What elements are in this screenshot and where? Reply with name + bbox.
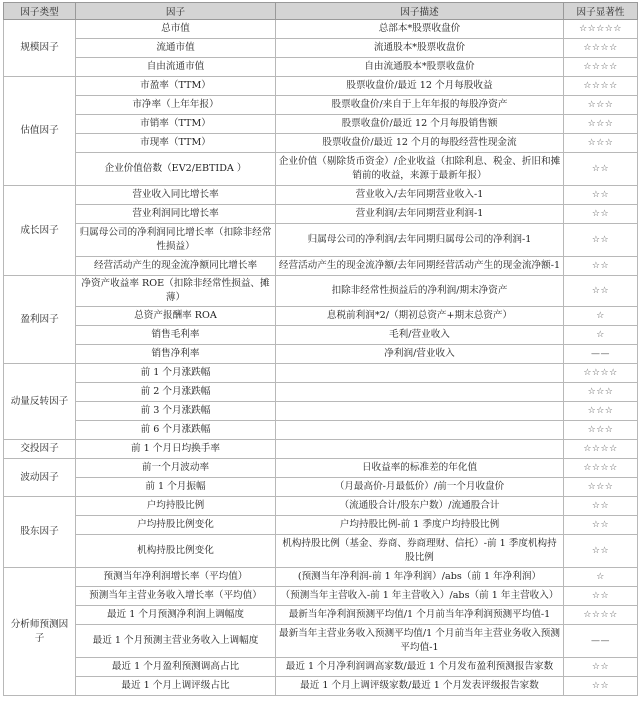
table-row (4, 58, 638, 77)
factor-cell: 销售毛利率 (76, 326, 276, 345)
table-row (4, 677, 638, 696)
category-cell: 成长因子 (4, 186, 76, 276)
significance-cell: ☆☆☆☆ (564, 77, 638, 96)
factor-cell: 前 1 个月振幅 (76, 478, 276, 497)
table-body (4, 20, 638, 696)
table-row (4, 77, 638, 96)
table-row (4, 587, 638, 606)
factor-cell: 归属母公司的净利润同比增长率（扣除非经常性损益） (76, 224, 276, 257)
factor-cell: 户均持股比例 (76, 497, 276, 516)
header-significance: 因子显著性 (564, 3, 638, 20)
description-cell: （预测当年主营收入-前 1 年主营收入）/abs（前 1 年主营收入） (276, 587, 564, 606)
significance-cell: ☆☆☆☆ (564, 606, 638, 625)
significance-cell: ☆☆ (564, 535, 638, 568)
factor-cell: 市净率（上年年报） (76, 96, 276, 115)
description-cell: 经营活动产生的现金流净额/去年同期经营活动产生的现金流净额-1 (276, 257, 564, 276)
significance-cell: ☆☆☆ (564, 115, 638, 134)
table-row (4, 134, 638, 153)
description-cell: 自由流通股本*股票收盘价 (276, 58, 564, 77)
significance-cell: ☆☆ (564, 497, 638, 516)
table-row (4, 568, 638, 587)
significance-cell: ☆☆☆ (564, 383, 638, 402)
table-row (4, 115, 638, 134)
description-cell: 股票收盘价/最近 12 个月每股收益 (276, 77, 564, 96)
description-cell: 扣除非经常性损益后的净利润/期末净资产 (276, 276, 564, 307)
significance-cell: ☆☆ (564, 658, 638, 677)
significance-cell: ☆☆ (564, 224, 638, 257)
table-row (4, 96, 638, 115)
factor-table (3, 2, 638, 696)
category-cell: 股东因子 (4, 497, 76, 568)
factor-cell: 机构持股比例变化 (76, 535, 276, 568)
description-cell: 毛利/营业收入 (276, 326, 564, 345)
table-row (4, 402, 638, 421)
significance-cell: ☆☆☆☆ (564, 58, 638, 77)
header-category: 因子类型 (4, 3, 76, 20)
factor-cell: 营业收入同比增长率 (76, 186, 276, 205)
description-cell (276, 402, 564, 421)
significance-cell: ☆☆☆ (564, 421, 638, 440)
factor-cell: 户均持股比例变化 (76, 516, 276, 535)
factor-cell: 最近 1 个月预测主营业务收入上调幅度 (76, 625, 276, 658)
category-cell: 盈利因子 (4, 276, 76, 364)
significance-cell: ☆☆☆ (564, 96, 638, 115)
table-row (4, 658, 638, 677)
factor-cell: 自由流通市值 (76, 58, 276, 77)
description-cell: 股票收盘价/最近 12 个月的每股经营性现金流 (276, 134, 564, 153)
table-row (4, 276, 638, 307)
significance-cell: ☆☆ (564, 677, 638, 696)
factor-cell: 最近 1 个月上调评级占比 (76, 677, 276, 696)
factor-cell: 市盈率（TTM） (76, 77, 276, 96)
table-row (4, 224, 638, 257)
description-cell: 净利润/营业收入 (276, 345, 564, 364)
description-cell: 营业收入/去年同期营业收入-1 (276, 186, 564, 205)
factor-cell: 净资产收益率 ROE（扣除非经常性损益、摊薄） (76, 276, 276, 307)
description-cell: 股票收盘价/来自于上年年报的每股净资产 (276, 96, 564, 115)
table-row (4, 326, 638, 345)
significance-cell: ☆☆ (564, 205, 638, 224)
factor-cell: 市现率（TTM） (76, 134, 276, 153)
table-row (4, 345, 638, 364)
category-cell: 规模因子 (4, 20, 76, 77)
category-cell: 估值因子 (4, 77, 76, 186)
table-row (4, 364, 638, 383)
table-row (4, 307, 638, 326)
table-row (4, 497, 638, 516)
description-cell (276, 440, 564, 459)
category-cell: 分析师预测因子 (4, 568, 76, 696)
description-cell: (预测当年净利润-前 1 年净利润）/abs（前 1 年净利润） (276, 568, 564, 587)
factor-cell: 总市值 (76, 20, 276, 39)
factor-cell: 前 1 个月日均换手率 (76, 440, 276, 459)
description-cell: （月最高价-月最低价）/前一个月收盘价 (276, 478, 564, 497)
description-cell: 最新当年主营业务收入预测平均值/1 个月前当年主营业务收入预测平均值-1 (276, 625, 564, 658)
significance-cell: ☆ (564, 326, 638, 345)
description-cell: 机构持股比例（基金、券商、券商理财、信托）-前 1 季度机构持股比例 (276, 535, 564, 568)
significance-cell: ☆☆ (564, 516, 638, 535)
table-row (4, 459, 638, 478)
significance-cell: ☆☆☆☆ (564, 39, 638, 58)
description-cell: 总部本*股票收盘价 (276, 20, 564, 39)
significance-cell: ☆☆ (564, 257, 638, 276)
table-row (4, 153, 638, 186)
description-cell: 最新当年净利润预测平均值/1 个月前当年净利润预测平均值-1 (276, 606, 564, 625)
significance-cell: ☆☆☆ (564, 402, 638, 421)
table-row (4, 606, 638, 625)
header-description: 因子描述 (276, 3, 564, 20)
table-row (4, 440, 638, 459)
table-row (4, 625, 638, 658)
factor-cell: 前 2 个月涨跌幅 (76, 383, 276, 402)
factor-cell: 经营活动产生的现金流净额同比增长率 (76, 257, 276, 276)
table-row (4, 39, 638, 58)
significance-cell: ☆ (564, 568, 638, 587)
description-cell (276, 421, 564, 440)
category-cell: 交投因子 (4, 440, 76, 459)
significance-cell: —— (564, 625, 638, 658)
table-row (4, 535, 638, 568)
description-cell: 股票收盘价/最近 12 个月每股销售额 (276, 115, 564, 134)
significance-cell: ☆☆ (564, 276, 638, 307)
factor-cell: 前 1 个月涨跌幅 (76, 364, 276, 383)
table-row (4, 383, 638, 402)
description-cell: 息税前利润*2/（期初总资产+期末总资产） (276, 307, 564, 326)
factor-cell: 总资产报酬率 ROA (76, 307, 276, 326)
table-header (4, 3, 638, 20)
header-factor: 因子 (76, 3, 276, 20)
header-row (4, 3, 638, 20)
significance-cell: ☆☆☆ (564, 134, 638, 153)
factor-cell: 前 3 个月涨跌幅 (76, 402, 276, 421)
table-row (4, 478, 638, 497)
description-cell: 归属母公司的净利润/去年同期归属母公司的净利润-1 (276, 224, 564, 257)
description-cell: 企业价值（剔除货币资金）/企业收益（扣除利息、税金、折旧和摊销前的收益，来源于最新年报） (276, 153, 564, 186)
factor-cell: 最近 1 个月预测净利润上调幅度 (76, 606, 276, 625)
description-cell: 户均持股比例-前 1 季度户均持股比例 (276, 516, 564, 535)
significance-cell: ☆☆☆☆ (564, 459, 638, 478)
significance-cell: ☆☆ (564, 587, 638, 606)
description-cell (276, 383, 564, 402)
significance-cell: ☆☆☆☆ (564, 440, 638, 459)
factor-cell: 最近 1 个月盈利预测调高占比 (76, 658, 276, 677)
factor-cell: 营业利润同比增长率 (76, 205, 276, 224)
table-row (4, 186, 638, 205)
factor-cell: 前一个月波动率 (76, 459, 276, 478)
description-cell (276, 364, 564, 383)
factor-cell: 预测当年主营业务收入增长率（平均值） (76, 587, 276, 606)
description-cell: 最近 1 个月上调评级家数/最近 1 个月发表评级报告家数 (276, 677, 564, 696)
description-cell: 流通股本*股票收盘价 (276, 39, 564, 58)
significance-cell: ☆☆☆ (564, 478, 638, 497)
significance-cell: —— (564, 345, 638, 364)
factor-cell: 预测当年净利润增长率（平均值） (76, 568, 276, 587)
factor-cell: 流通市值 (76, 39, 276, 58)
table-row (4, 516, 638, 535)
factor-cell: 销售净利率 (76, 345, 276, 364)
description-cell: 最近 1 个月净利润调高家数/最近 1 个月发布盈利预测报告家数 (276, 658, 564, 677)
significance-cell: ☆☆☆☆ (564, 364, 638, 383)
table-row (4, 257, 638, 276)
significance-cell: ☆☆ (564, 153, 638, 186)
table-row (4, 20, 638, 39)
table-row (4, 421, 638, 440)
significance-cell: ☆☆☆☆☆ (564, 20, 638, 39)
factor-cell: 企业价值倍数（EV2/EBTIDA ） (76, 153, 276, 186)
category-cell: 动量反转因子 (4, 364, 76, 440)
description-cell: （流通股合计/股东户数）/流通股合计 (276, 497, 564, 516)
significance-cell: ☆☆ (564, 186, 638, 205)
significance-cell: ☆ (564, 307, 638, 326)
table-row (4, 205, 638, 224)
category-cell: 波动因子 (4, 459, 76, 497)
description-cell: 日收益率的标准差的年化值 (276, 459, 564, 478)
factor-cell: 市销率（TTM） (76, 115, 276, 134)
description-cell: 营业利润/去年同期营业利润-1 (276, 205, 564, 224)
factor-cell: 前 6 个月涨跌幅 (76, 421, 276, 440)
